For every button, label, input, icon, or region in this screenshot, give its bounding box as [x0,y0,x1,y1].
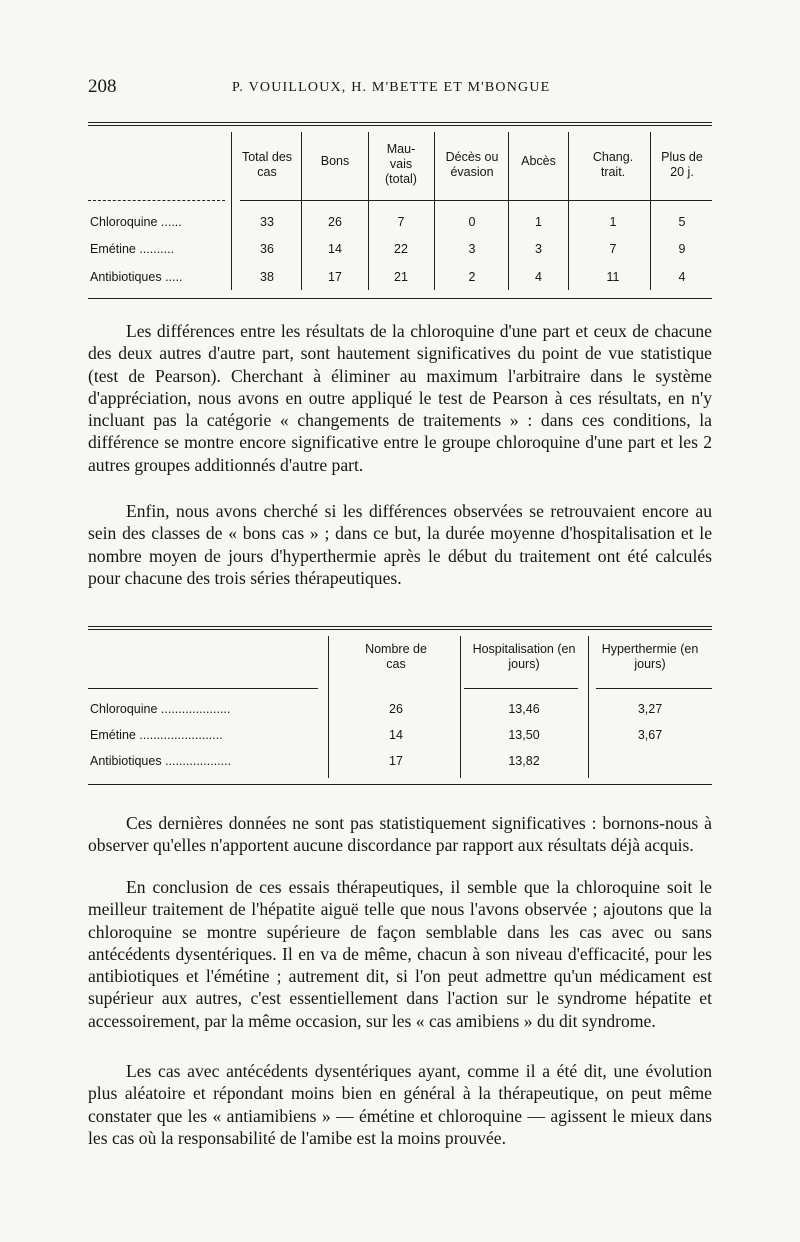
cell: 17 [389,754,403,768]
col-header-deces: Décès ou évasion [445,150,499,179]
cell: 36 [260,242,274,256]
paragraph: En conclusion de ces essais thérapeutiques, il semble que la chloroquine soit le meilleur traitement de l'hépatite aiguë telle que nous l'avons observée ; ajoutons que la chloroquine se montre supérieure de façon semblable dans les cas avec ou sans antécédents dysentériques. Il en va de même, chacun à son niveau d'efficacité, pour les antibiotiques et l'émétine ; autrement dit, si l'on peut admettre qu'un médicament est supérieur aux autres, c'est essentiellement dans l'action sur le syndrome hépatite et accessoirement, par la même occasion, sur les « cas amibiens » du dit syndrome. [88,877,712,1031]
row-label: Chloroquine [90,215,158,229]
cell: 3 [535,242,542,256]
cell: 26 [389,702,403,716]
row-label: Emétine [90,728,136,742]
row-label: Emétine [90,242,136,256]
cell: 38 [260,270,274,284]
cell: 3 [468,242,476,256]
row-label: Chloroquine [90,702,158,716]
cell: 4 [535,270,542,284]
cell: 14 [328,242,342,256]
paragraph: Enfin, nous avons cherché si les différences observées se retrouvaient encore au sein des classes de « bons cas » ; dans ce but, la durée moyenne d'hospitalisation et le nombre moyen de jours d'hyperthermie après le début du traitement ont été calculés pour chacune des trois séries thérapeutiques. [88,501,712,588]
cell: 9 [678,242,686,256]
cell: 1 [609,215,617,229]
cell: 13,82 [508,754,540,768]
leader-dots: .................... [160,702,231,716]
leader-dots: ........................ [139,728,223,742]
row-label: Antibiotiques [90,754,162,768]
cell: 5 [678,215,686,229]
running-head: P. VOUILLOUX, H. M'BETTE ET M'BONGUE [232,80,551,95]
col-header-mauvais: Mau-vais (total) [385,142,417,186]
cell: 7 [609,242,617,256]
col-header-total: Total des cas [241,150,293,179]
col-header-nombre: Nombre de cas [365,642,427,671]
leader-dots: ...... [160,215,182,229]
col-header-abces: Abcès [521,154,556,168]
cell: 13,50 [508,728,540,742]
cell: 33 [260,215,274,229]
hospitalisation-table [88,626,712,792]
cell: 14 [389,728,403,742]
cell: 17 [328,270,342,284]
leader-dots: .......... [139,242,175,256]
cell: 3,27 [637,702,663,716]
col-header-bons: Bons [320,154,350,168]
cell: 3,67 [637,728,663,742]
cell: 0 [468,215,476,229]
col-header-chang: Chang. trait. [592,150,634,179]
paragraph: Les différences entre les résultats de la chloroquine d'une part et ceux de chacune des deux autres d'autre part, sont hautement significatives du point de vue statistique (test de Pearson). Cherchant à éliminer au maximum l'arbitraire dans le système d'appréciation, nous avons en outre appliqué le test de Pearson à ces résultats, en n'y incluant pas la catégorie « changements de traitements » : dans ces conditions, la différence se montre encore significative entre le groupe chloroquine d'une part et les 2 autres groupes additionnés d'autre part. [88,321,712,475]
cell: 13,46 [508,702,540,716]
cell: 1 [535,215,542,229]
cell: 26 [328,215,342,229]
paragraph: Les cas avec antécédents dysentériques ayant, comme il a été dit, une évolution plus aléatoire et répondant moins bien en général à la thérapeutique, on peut même constater que les « antiamibiens » — émétine et chloroquine — agissent le mieux dans les cas où la responsabilité de l'amibe est la moins prouvée. [88,1061,712,1148]
leader-dots: ..... [165,270,183,284]
cell: 11 [606,270,620,284]
cell: 2 [468,270,476,284]
cell: 21 [394,270,408,284]
paragraph: Ces dernières données ne sont pas statistiquement significatives : bornons-nous à observer qu'elles n'apportent aucune discordance par rapport aux résultats déjà acquis. [88,813,712,856]
col-header-hospitalisation: Hospitalisation (en jours) [472,642,576,671]
col-header-plus20: Plus de 20 j. [661,150,703,179]
row-label: Antibiotiques [90,270,162,284]
col-header-hyperthermie: Hyperthermie (en jours) [601,642,699,671]
results-table [88,122,712,302]
cell: 7 [397,215,405,229]
leader-dots: ................... [165,754,232,768]
cell: 22 [394,242,408,256]
cell: 4 [678,270,686,284]
page-number: 208 [88,76,117,97]
